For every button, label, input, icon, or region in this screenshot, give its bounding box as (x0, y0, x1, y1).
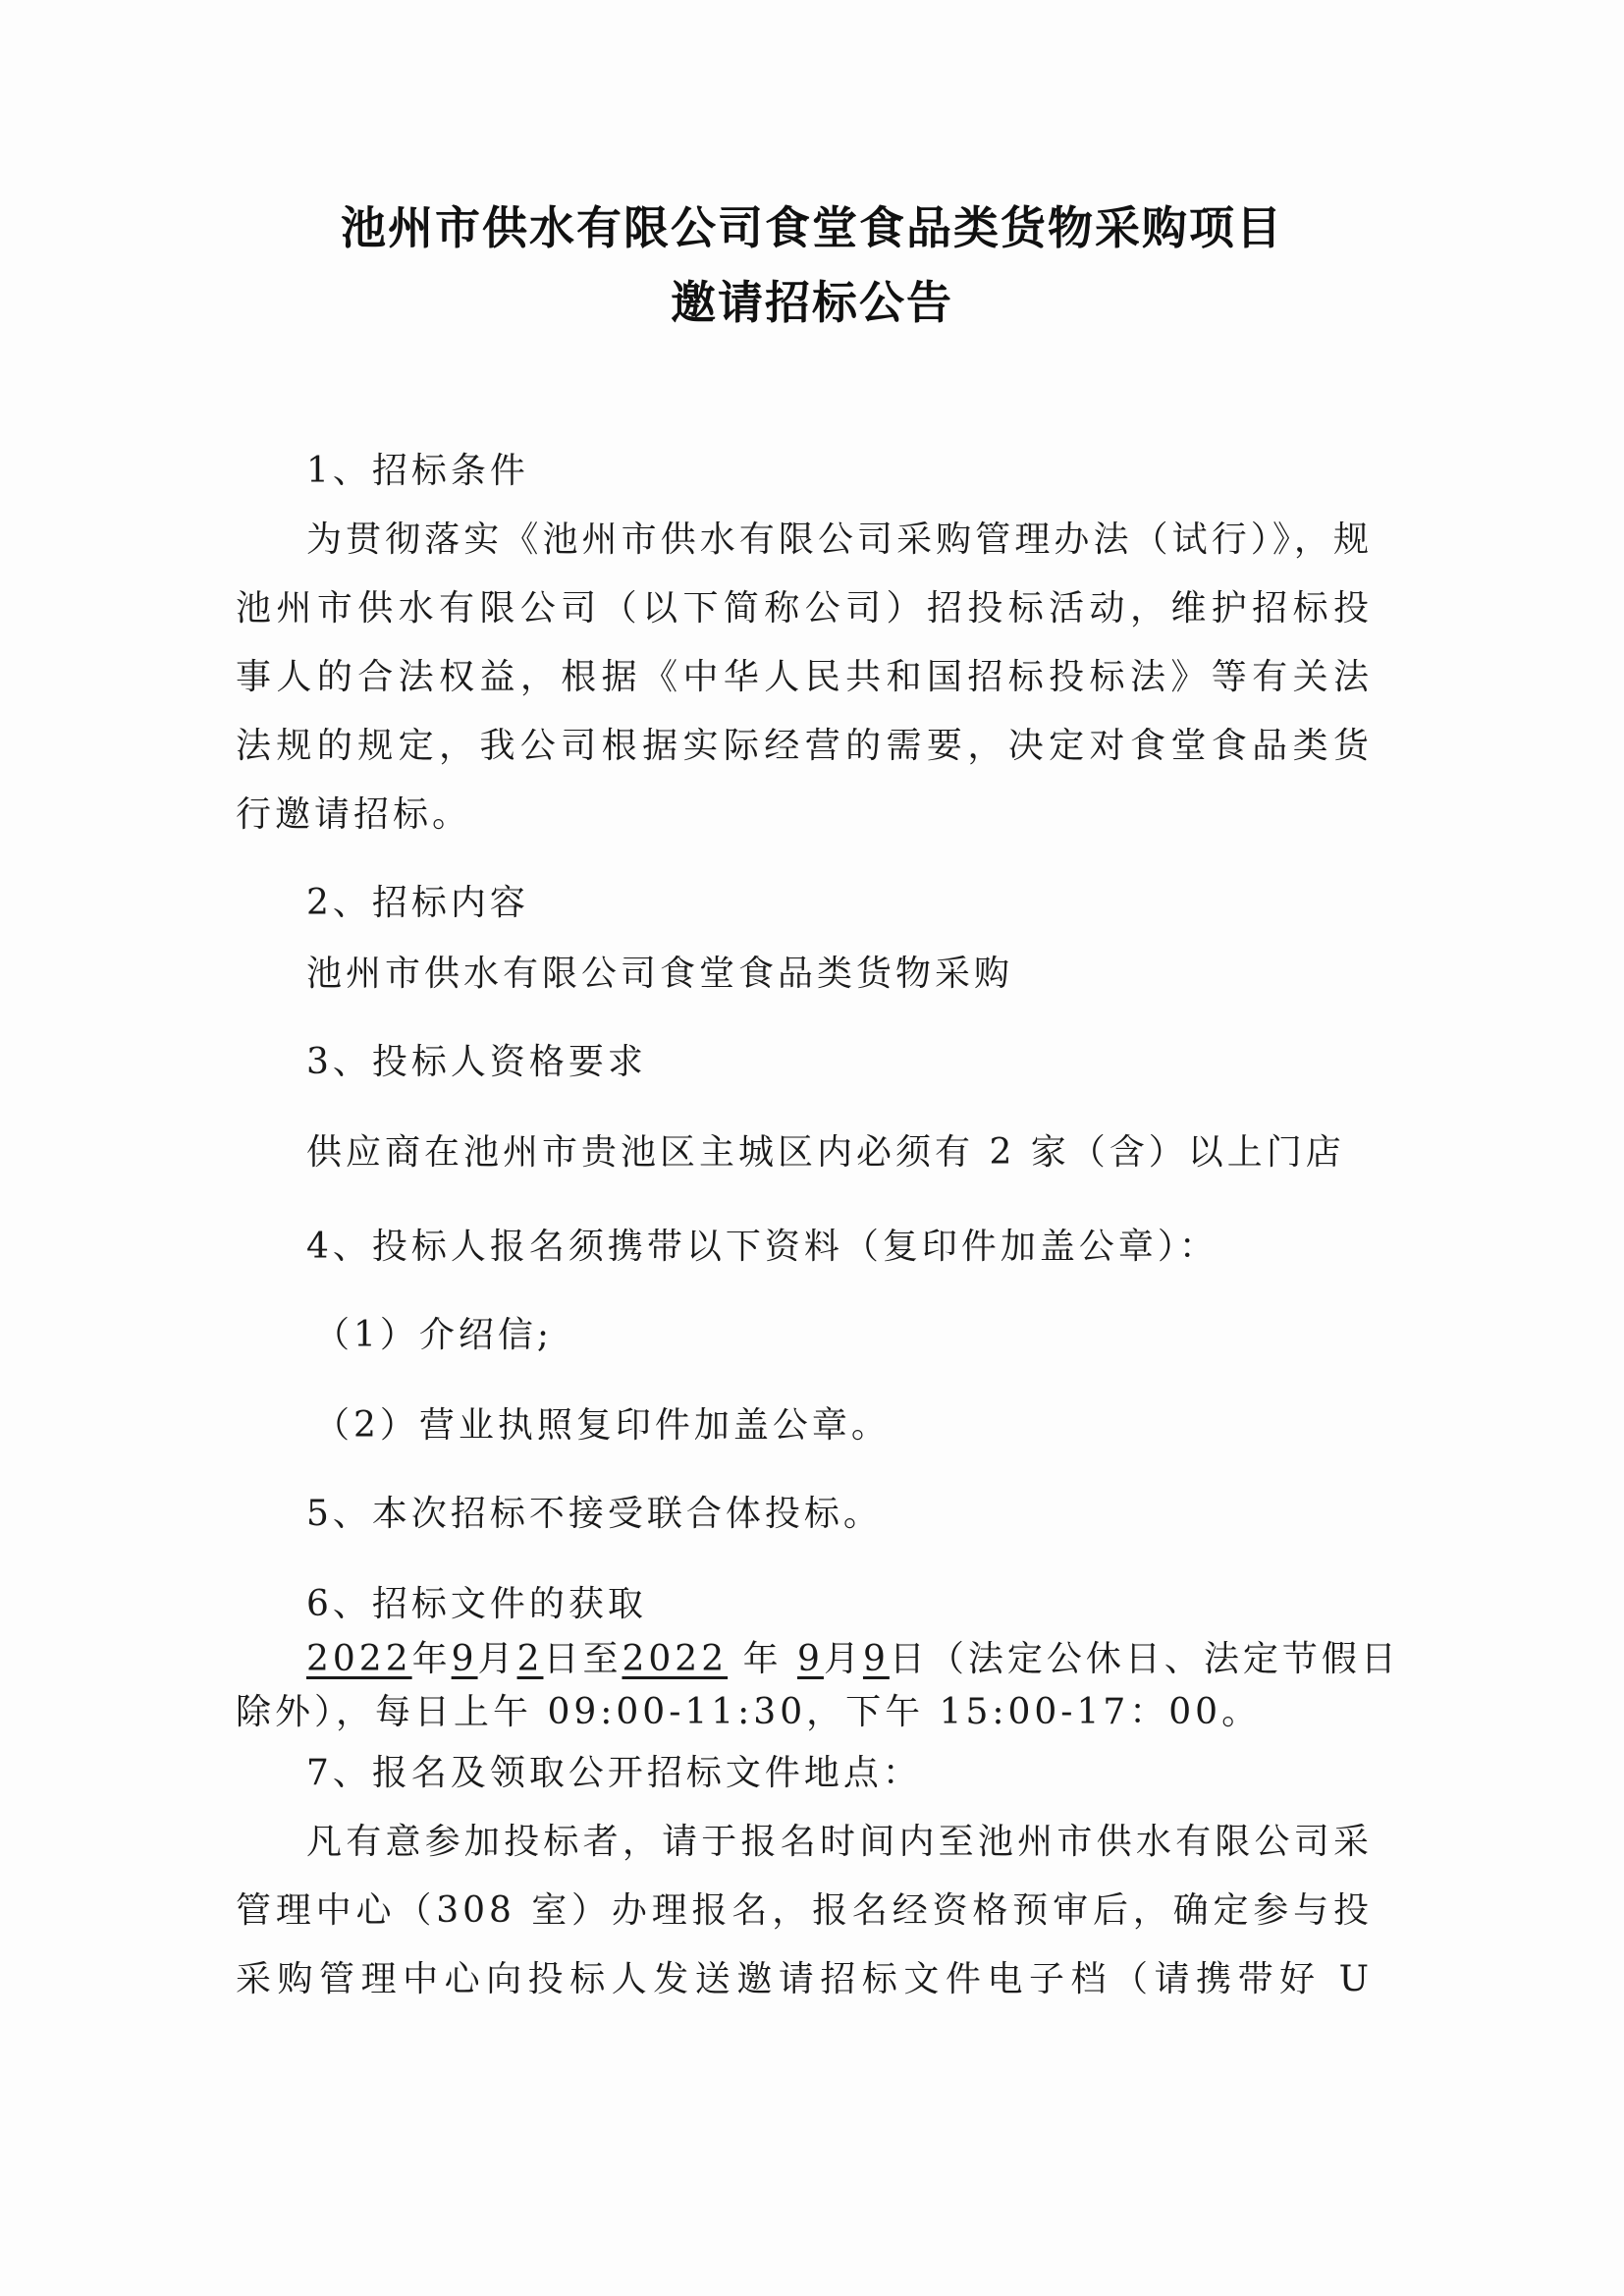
section-4-item-2: （2）营业执照复印件加盖公章。 (314, 1405, 891, 1446)
start-month-unit: 月 (477, 1639, 517, 1679)
section-4-item-1: （1）介绍信; (314, 1315, 554, 1355)
start-day-unit: 日至 (543, 1639, 623, 1679)
end-month-unit: 月 (823, 1639, 863, 1679)
section-6-heading: 6、招标文件的获取 (306, 1584, 647, 1624)
end-year: 2022 (622, 1639, 729, 1679)
section-7-line-2: 管理中心（308 室）办理报名，报名经资格预审后，确定参与投 (236, 1890, 1373, 1931)
section-7-line-3: 采购管理中心向投标人发送邀请招标文件电子档（请携带好 U (236, 1959, 1373, 1999)
section-1-line-5: 行邀请招标。 (236, 794, 472, 835)
section-1-heading: 1、招标条件 (306, 451, 529, 491)
start-day: 2 (516, 1639, 544, 1679)
section-4-heading: 4、投标人报名须携带以下资料（复印件加盖公章）： (306, 1227, 1218, 1267)
section-2-heading: 2、招标内容 (306, 883, 529, 923)
section-1-line-1: 为贯彻落实《池州市供水有限公司采购管理办法（试行）》，规 (306, 519, 1373, 560)
end-year-unit: 年 (742, 1639, 783, 1679)
end-day-unit: 日（法定公休日、法定节假日 (889, 1639, 1400, 1679)
section-1-line-2: 池州市供水有限公司（以下简称公司）招投标活动，维护招标投 (236, 588, 1373, 629)
section-3-text: 供应商在池州市贵池区主城区内必须有 2 家（含）以上门店 (306, 1132, 1345, 1173)
title-line-1: 池州市供水有限公司食堂食品类货物采购项目 (341, 201, 1283, 254)
end-month: 9 (797, 1639, 824, 1679)
section-2-text: 池州市供水有限公司食堂食品类货物采购 (306, 954, 1014, 994)
start-year: 2022 (306, 1639, 412, 1679)
section-6-date-line (306, 1636, 1400, 1683)
section-3-heading: 3、投标人资格要求 (306, 1042, 647, 1082)
section-7-line-1: 凡有意参加投标者，请于报名时间内至池州市供水有限公司采 (306, 1822, 1373, 1862)
title-line-2: 邀请招标公告 (671, 276, 953, 329)
start-month: 9 (451, 1639, 478, 1679)
section-1-line-4: 法规的规定，我公司根据实际经营的需要，决定对食堂食品类货 (236, 726, 1373, 766)
section-1-line-3: 事人的合法权益，根据《中华人民共和国招标投标法》等有关法 (236, 657, 1373, 697)
start-year-unit: 年 (411, 1639, 452, 1679)
end-day: 9 (862, 1639, 890, 1679)
section-5-heading: 5、本次招标不接受联合体投标。 (306, 1494, 883, 1534)
section-7-heading: 7、报名及领取公开招标文件地点： (306, 1753, 922, 1793)
section-6-time-line: 除外），每日上午 09:00-11:30，下午 15:00-17：00。 (236, 1692, 1262, 1732)
